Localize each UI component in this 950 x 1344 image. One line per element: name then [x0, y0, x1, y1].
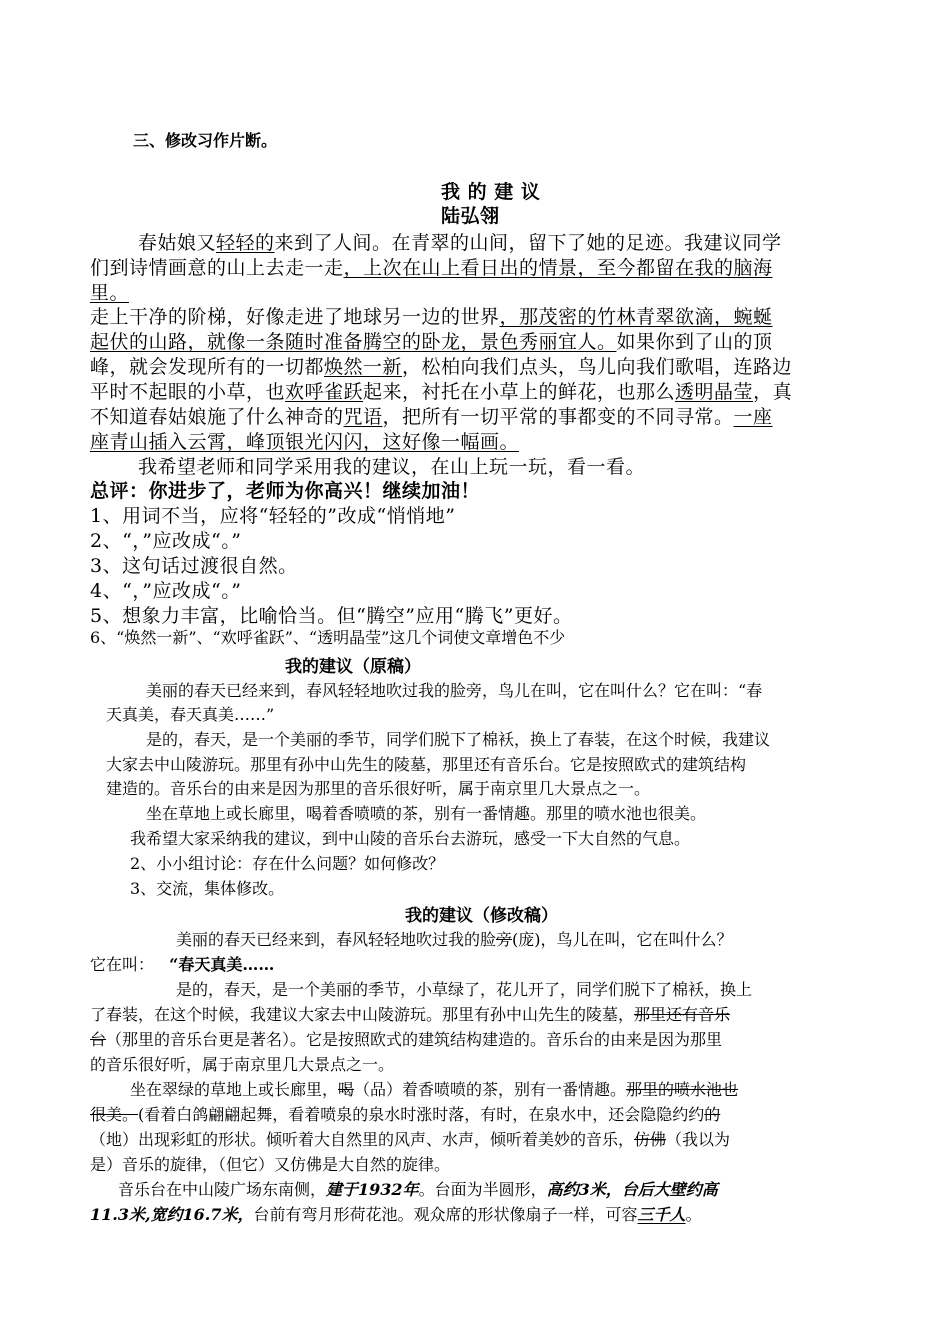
bold-italic-text: 三千人 [637, 1205, 686, 1224]
review-item: 2、“，”应改成“。” [90, 530, 242, 552]
struck-text: 仿佛 [634, 1130, 667, 1149]
text: ，把所有一切平常的事都变的不同寻常。 [382, 406, 734, 428]
revised-line [176, 927, 733, 950]
text: 不知道春姑娘施了什么神奇的 [90, 406, 344, 428]
bold-italic-text: 高约3米，台后大壁约高 [546, 1180, 718, 1199]
underlined-text: 透明晶莹 [675, 381, 754, 403]
text: 。 [685, 1205, 702, 1224]
struck-text: 旁 [496, 930, 513, 949]
text: （地）出现彩虹的形状。倾听着大自然里的风声、水声，倾听着美妙的音乐， [90, 1130, 635, 1149]
struck-text: 台 [90, 1030, 107, 1049]
struck-text: 喝 [338, 1080, 355, 1099]
text: ，松柏向我们点头，鸟儿向我们歌唱，连路边 [402, 356, 793, 378]
underlined-text: 座青山插入云霄，峰顶银光闪闪，这好像一幅画。 [90, 431, 520, 453]
revised-line [90, 1002, 730, 1025]
text: 它在叫： [90, 955, 155, 974]
underlined-text: 里。 [90, 282, 130, 304]
revised-line [90, 1102, 720, 1125]
text: ，真 [753, 381, 793, 403]
text: 坐在翠绿的草地上或长廊里， [130, 1080, 339, 1099]
text: 音乐台在中山陵广场东南侧， [118, 1180, 327, 1199]
text: 走上干净的阶梯，好像走进了地球另一边的世界 [90, 306, 500, 328]
essay-p2-line3 [90, 352, 792, 379]
text: 了春装，在这个时候，我建议大家去中山陵游玩。那里有孙中山先生的陵墓， [90, 1005, 635, 1024]
essay-p3: 我希望老师和同学采用我的建议，在山上玩一玩，看一看。 [138, 456, 646, 478]
underlined-text: 焕然一新 [324, 356, 403, 378]
review-item: 5、想象力丰富，比喻恰当。但“腾空”应用“腾飞”更好。 [90, 605, 573, 627]
text: 春姑娘又 [138, 232, 217, 254]
text: 美丽的春天已经来到，春风轻轻地吹过我的脸 [176, 930, 497, 949]
revised-line: 是）音乐的旋律，（但它）又仿佛是大自然的旋律。 [90, 1155, 451, 1174]
essay-p2-line4 [90, 377, 792, 404]
revised-line [90, 1202, 702, 1225]
text: (看着白鸽翩翩起舞，看着喷泉的泉水时涨时落，有时，在泉水中，还会隐隐约约 [138, 1105, 705, 1124]
underlined-text: 一座 [733, 406, 773, 428]
draft-line: 建造的。音乐台的由来是因为那里的音乐很好听，属于南京里几大景点之一。 [106, 779, 651, 798]
text: (庞)，鸟儿在叫，它在叫什么？ [512, 930, 733, 949]
text: 平时不起眼的小草，也 [90, 381, 286, 403]
struck-text: 的 [704, 1105, 721, 1124]
essay-p2-line1 [90, 302, 773, 329]
draft-line: 我希望大家采纳我的建议，到中山陵的音乐台去游玩，感受一下大自然的气息。 [130, 829, 691, 848]
revised-line [130, 1077, 738, 1100]
essay-p1-line3 [90, 278, 129, 305]
underlined-text: ，那茂密的竹林青翠欲滴，蜿蜒 [499, 306, 773, 328]
revised-line: 的音乐很好听，属于南京里几大景点之一。 [90, 1055, 395, 1074]
bold-italic-text: 建于1932年 [326, 1180, 419, 1199]
underlined-text: ，上次在山上看日出的情景，至今都留在我的脑海 [343, 257, 773, 279]
text: 峰，就会发现所有的一切都 [90, 356, 325, 378]
essay-p1-line2 [90, 253, 773, 280]
text: 。台面为半圆形， [418, 1180, 547, 1199]
draft-line: 美丽的春天已经来到，春风轻轻地吹过我的脸旁，鸟儿在叫，它在叫什么？它在叫：“春 [146, 681, 763, 700]
bold-text: “春天真美…… [169, 955, 275, 974]
draft-line: 坐在草地上或长廊里，喝着香喷喷的茶，别有一番情趣。那里的喷水池也很美。 [146, 804, 707, 823]
draft-line: 是的，春天，是一个美丽的季节，同学们脱下了棉袄，换上了春装，在这个时候，我建议 [146, 730, 771, 749]
draft-line: 天真美，春天真美……” [106, 705, 275, 724]
struck-text: 那里的喷水池也 [626, 1080, 739, 1099]
revised-line [118, 1177, 718, 1200]
text: 台前有弯月形荷花池。观众席的形状像扇子一样，可容 [253, 1205, 638, 1224]
essay-p1-line1 [138, 228, 782, 255]
draft-line: 3、交流，集体修改。 [130, 879, 285, 898]
bold-italic-text: 11.3米,宽约16.7米， [90, 1205, 254, 1224]
essay-p2-line2 [90, 327, 773, 354]
revised-line: 是的，春天，是一个美丽的季节，小草绿了，花儿开了，同学们脱下了棉袄，换上 [176, 980, 753, 999]
text: 们到诗情画意的山上去走一走 [90, 257, 344, 279]
struck-text: 很美。 [90, 1105, 139, 1124]
revised-line [90, 952, 274, 975]
review-title: 总评：你进步了，老师为你高兴！继续加油！ [90, 480, 481, 502]
revised-title: 我的建议（修改稿） [405, 906, 558, 926]
essay-author: 陆弘翎 [441, 205, 500, 227]
essay-p2-line6 [90, 427, 519, 454]
review-item: 3、这句话过渡很自然。 [90, 555, 298, 577]
underlined-text: 咒语 [343, 406, 383, 428]
underlined-text: 起伏的山路，就像一条随时准备腾空的卧龙，景色秀丽宜人。 [90, 331, 617, 353]
essay-title: 我 的 建 议 [441, 181, 541, 203]
review-item: 4、“，”应改成“。” [90, 580, 242, 602]
section-heading: 三、修改习作片断。 [133, 131, 278, 150]
text: 如果你到了山的顶 [616, 331, 773, 353]
review-item: 6、“焕然一新”、“欢呼雀跃”、“透明晶莹”这几个词使文章增色不少 [90, 628, 566, 647]
underlined-text: 欢呼雀跃 [285, 381, 364, 403]
revised-line [90, 1027, 722, 1050]
text: （品）着香喷喷的茶，别有一番情趣。 [354, 1080, 627, 1099]
draft-line: 大家去中山陵游玩。那里有孙中山先生的陵墓，那里还有音乐台。它是按照欧式的建筑结构 [106, 755, 747, 774]
struck-text: 那里还有音乐 [634, 1005, 731, 1024]
underlined-text: 轻轻的 [216, 232, 275, 254]
text: （那里的音乐台更是著名）。它是按照欧式的建筑结构建造的。音乐台的由来是因为那里 [106, 1030, 723, 1049]
revised-line [90, 1127, 730, 1150]
text: 起来，衬托在小草上的鲜花，也那么 [363, 381, 676, 403]
text: （我以为 [666, 1130, 731, 1149]
review-item: 1、用词不当，应将“轻轻的”改成“悄悄地” [90, 505, 456, 527]
essay-p2-line5 [90, 402, 773, 429]
draft-line: 2、小小组讨论：存在什么问题？如何修改？ [130, 854, 445, 873]
text: 来到了人间。在青翠的山间，留下了她的足迹。我建议同学 [274, 232, 782, 254]
draft-title: 我的建议（原稿） [285, 657, 421, 677]
